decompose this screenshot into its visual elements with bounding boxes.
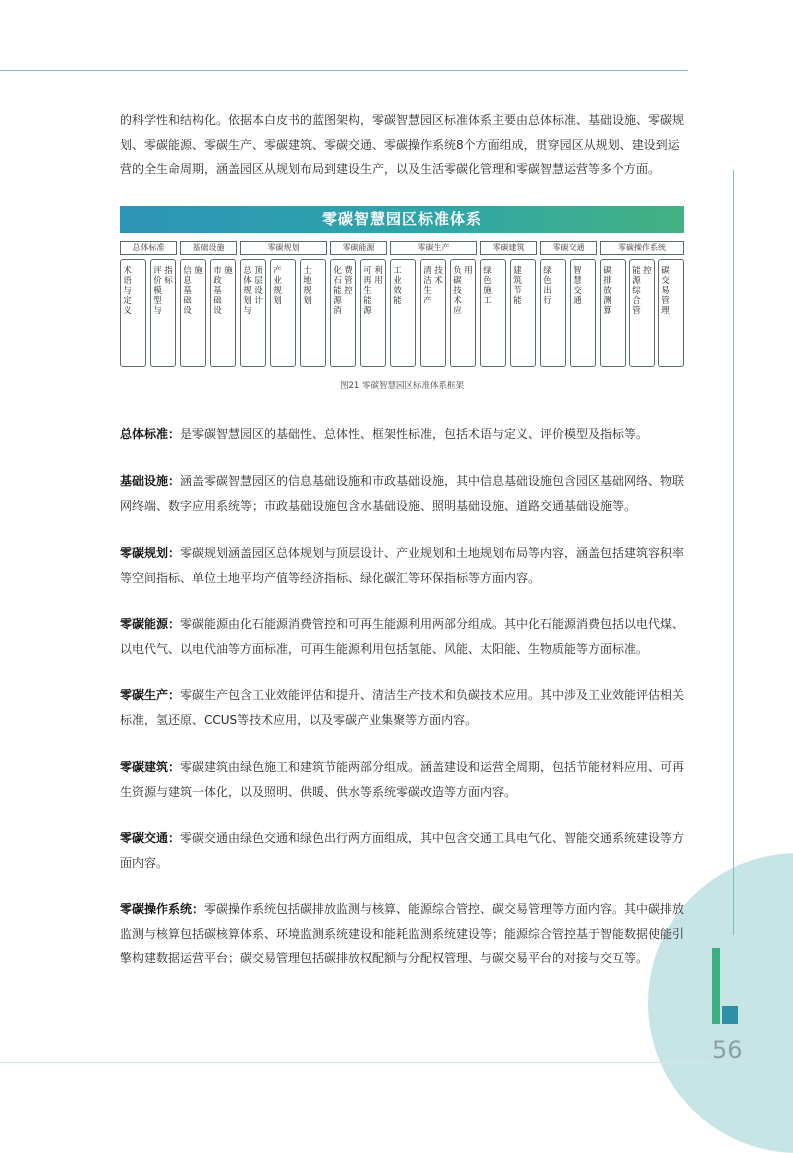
- category-energy: 零碳能源: [330, 241, 387, 255]
- leaf-smart-transport: 智慧交通: [570, 259, 596, 367]
- leaf-carbon-trading: 碳交易管理: [658, 259, 684, 367]
- top-rule: [0, 70, 688, 71]
- leaf-terms-definitions: 术语与定义: [120, 259, 146, 367]
- section-infrastructure: 基础设施：涵盖零碳智慧园区的信息基础设施和市政基础设施，其中信息基础设施包含园区基础网络、物联网终端、数字应用系统等；市政基础设施包含水基础设施、照明基础设施、道路交通基础设施等。: [120, 474, 685, 513]
- leaf-building-energy: 建筑节能: [510, 259, 536, 367]
- section-operating-system: 零碳操作系统：零碳操作系统包括碳排放监测与核算、能源综合管控、碳交易管理等方面内容。其中碳排放监测与核算包括碳核算体系、环境监测系统建设和能耗监测系统建设等；能源综合管控基于智能数据使能引擎构建数据运营平台；碳交易管理包括碳排放权配额与分配权管理、与碳交易平台的对接与交互等。: [120, 902, 685, 965]
- figure-caption: 图21 零碳智慧园区标准体系框架: [339, 381, 465, 391]
- decorative-blue-square: [722, 1006, 738, 1024]
- leaf-industrial-efficiency: 工业效能: [390, 259, 416, 367]
- category-planning: 零碳规划: [240, 241, 327, 255]
- category-transport: 零碳交通: [540, 241, 597, 255]
- decorative-green-bar: [712, 948, 720, 1024]
- leaf-fossil-energy: 化石能源消 费管控: [330, 259, 356, 367]
- leaf-clean-production: 清洁生产 技术: [420, 259, 446, 367]
- leaf-row: [120, 259, 684, 367]
- leaf-green-construction: 绿色施工: [480, 259, 506, 367]
- leaf-renewable-energy: 可再生能源 利用: [360, 259, 386, 367]
- leaf-energy-control: 能源综合管 控: [629, 259, 655, 367]
- section-general: 总体标准：是零碳智慧园区的基础性、总体性、框架性标准，包括术语与定义、评价模型及指标等。: [120, 427, 649, 441]
- category-production: 零碳生产: [390, 241, 477, 255]
- leaf-evaluation-model: 评价模型与 指标: [150, 259, 176, 367]
- leaf-industry-plan: 产业规划: [270, 259, 296, 367]
- diagram-title: 零碳智慧园区标准体系: [120, 206, 684, 233]
- page-number: 56: [712, 1036, 743, 1064]
- leaf-municipal-infrastructure: 市政基础设 施: [210, 259, 236, 367]
- leaf-green-travel: 绿色出行: [540, 259, 566, 367]
- category-operating-system: 零碳操作系统: [600, 241, 684, 255]
- category-building: 零碳建筑: [480, 241, 537, 255]
- section-transport: 零碳交通：零碳交通由绿色交通和绿色出行两方面组成，其中包含交通工具电气化、智能交通系统建设等方面内容。: [120, 831, 685, 870]
- category-infrastructure: 基础设施: [180, 241, 237, 255]
- section-production: 零碳生产：零碳生产包含工业效能评估和提升、清洁生产技术和负碳技术应用。其中涉及工业效能评估相关标准，氢还原、CCUS等技术应用，以及零碳产业集聚等方面内容。: [120, 688, 685, 727]
- leaf-master-plan: 总体规划与 顶层设计: [240, 259, 266, 367]
- leaf-negative-carbon: 负碳技术应 用: [450, 259, 476, 367]
- intro-paragraph: 的科学性和结构化。依据本白皮书的蓝图架构，零碳智慧园区标准体系主要由总体标准、基础设施、零碳规划、零碳能源、零碳生产、零碳建筑、零碳交通、零碳操作系统8个方面组成，贯穿园区从规划、建设到运营的全生命周期，涵盖园区从规划布局到建设生产，以及生活零碳化管理和零碳智慧运营等多个方面。: [120, 113, 685, 176]
- section-planning: 零碳规划：零碳规划涵盖园区总体规划与顶层设计、产业规划和土地规划布局等内容，涵盖包括建筑容积率等空间指标、单位土地平均产值等经济指标、绿化碳汇等环保指标等方面内容。: [120, 546, 685, 585]
- leaf-land-plan: 土地规划: [300, 259, 326, 367]
- section-building: 零碳建筑：零碳建筑由绿色施工和建筑节能两部分组成。涵盖建设和运营全周期，包括节能材料应用、可再生资源与建筑一体化，以及照明、供暖、供水等系统零碳改造等方面内容。: [120, 760, 685, 799]
- category-row: [120, 241, 684, 255]
- bottom-rule: [0, 1062, 710, 1063]
- standards-framework-diagram: [120, 206, 684, 367]
- section-energy: 零碳能源：零碳能源由化石能源消费管控和可再生能源利用两部分组成。其中化石能源消费包括以电代煤、以电代气、以电代油等方面标准，可再生能源利用包括氢能、风能、太阳能、生物质能等方面标准。: [120, 617, 685, 656]
- decorative-vertical-line: [733, 170, 734, 935]
- category-general: 总体标准: [120, 241, 177, 255]
- leaf-info-infrastructure: 信息基础设 施: [180, 259, 206, 367]
- leaf-carbon-accounting: 碳排放测算: [600, 259, 626, 367]
